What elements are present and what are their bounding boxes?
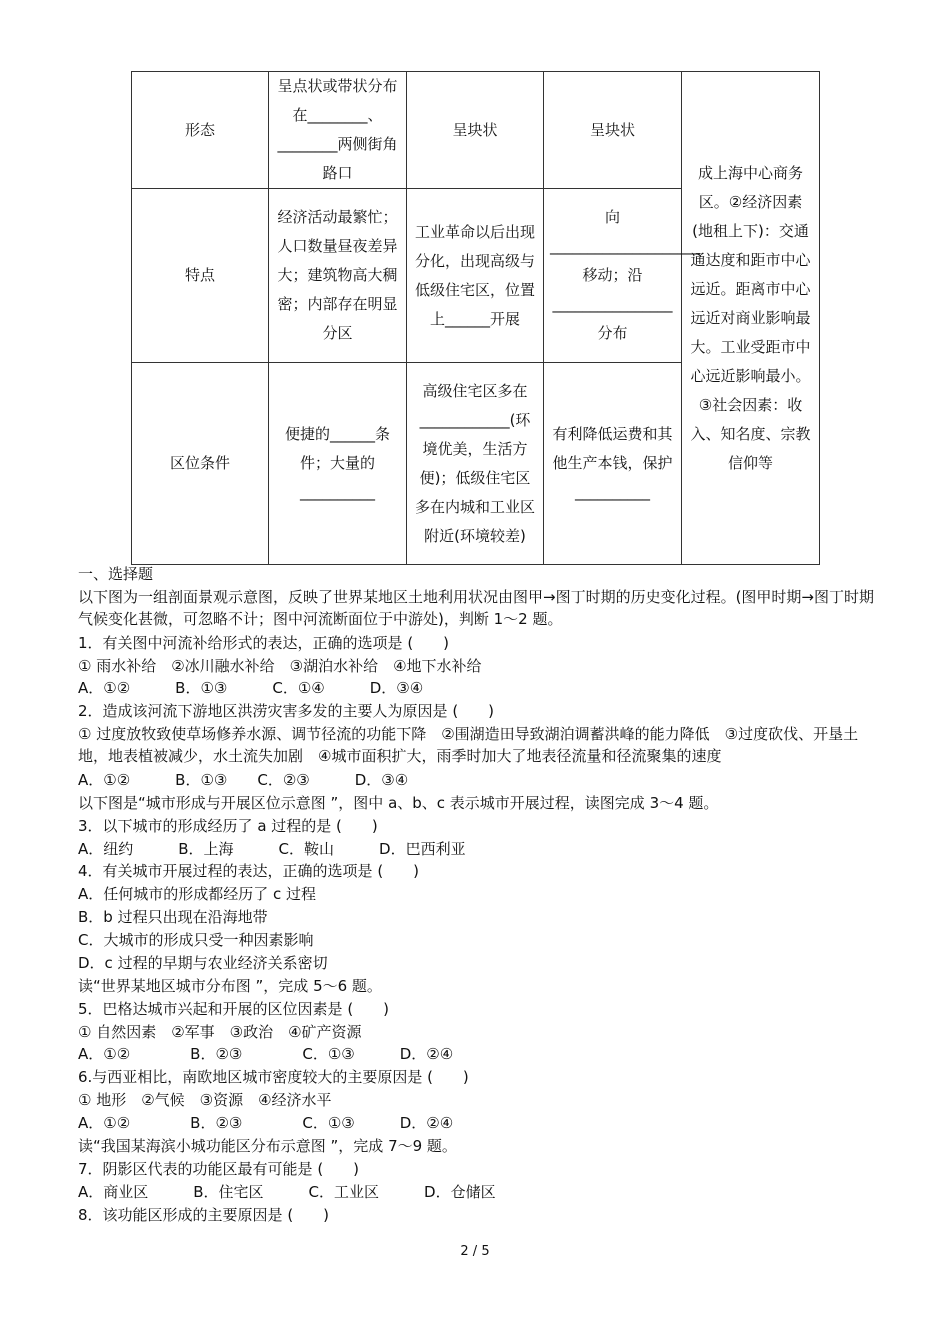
question-1: 1．有关图中河流补给形式的表达，正确的选项是 ( ) — [78, 634, 450, 652]
question-1-options: A．①② B．①③ C．①④ D．③④ — [78, 679, 424, 697]
question-5: 5．巴格达城市兴起和开展的区位因素是 ( ) — [78, 1000, 390, 1018]
question-intro: 读“世界某地区城市分布图 ”，完成 5～6 题。 — [78, 977, 382, 995]
industrial-location-cell: 有利降低运费和其他生产本钱，保护__________ — [544, 363, 682, 565]
industrial-feature-cell: 向____________________移动；沿________________分布 — [544, 189, 682, 363]
question-8: 8．该功能区形成的主要原因是 ( ) — [78, 1206, 330, 1224]
residential-location-cell: 高级住宅区多在____________(环境优美，生活方便)；低级住宅区多在内城和工业区附近(环境较差) — [407, 363, 544, 565]
question-2-items: ① 过度放牧致使草场修养水源、调节径流的功能下降 ②围湖造田导致湖泊调蓄洪峰的能力降低 ③过度砍伐、开垦土地，地表植被减少，水土流失加剧 ④城市面积扩大，雨季时加大了地表径流量和径流聚集的速度 — [78, 725, 859, 765]
question-2: 2．造成该河流下游地区洪涝灾害多发的主要人为原因是 ( ) — [78, 702, 495, 720]
question-intro: 以下图是“城市形成与开展区位示意图 ”，图中 a、b、c 表示城市开展过程，读图完成 3～4 题。 — [78, 794, 719, 812]
question-6-items: ① 地形 ②气候 ③资源 ④经济水平 — [78, 1091, 332, 1109]
section-heading: 一、选择题 — [78, 565, 154, 583]
land-use-table — [131, 71, 820, 565]
question-4: 4．有关城市开展过程的表达，正确的选项是 ( ) — [78, 862, 420, 880]
question-4-option-d: D．c 过程的早期与农业经济关系密切 — [78, 954, 328, 972]
row-label-feature: 特点 — [132, 189, 269, 363]
question-intro: 读“我国某海滨小城功能区分布示意图 ”，完成 7～9 题。 — [78, 1137, 457, 1155]
residential-form-cell: 呈块状 — [407, 72, 544, 189]
row-label-location: 区位条件 — [132, 363, 269, 565]
question-7-options: A．商业区 B．住宅区 C．工业区 D．仓储区 — [78, 1183, 496, 1201]
cbd-location-cell: 便捷的______条件；大量的__________ — [269, 363, 407, 565]
cbd-form-cell: 呈点状或带状分布在________、________两侧街角路口 — [269, 72, 407, 189]
industrial-form-cell: 呈块状 — [544, 72, 682, 189]
question-2-options: A．①② B．①③ C．②③ D．③④ — [78, 771, 409, 789]
residential-feature-cell: 工业革命以后出现分化，出现高级与低级住宅区，位置上______开展 — [407, 189, 544, 363]
question-6-options: A．①② B．②③ C．①③ D．②④ — [78, 1114, 454, 1132]
row-label-form: 形态 — [132, 72, 269, 189]
side-note-cell: 成上海中心商务区。②经济因素(地租上下)：交通通达度和距市中心远近。距离市中心远近对商业影响最大。工业受距市中心远近影响最小。③社会因素：收入、知名度、宗教信仰等 — [682, 72, 820, 565]
question-1-items: ① 雨水补给 ②冰川融水补给 ③湖泊水补给 ④地下水补给 — [78, 657, 482, 675]
question-5-items: ① 自然因素 ②军事 ③政治 ④矿产资源 — [78, 1023, 362, 1041]
question-5-options: A．①② B．②③ C．①③ D．②④ — [78, 1045, 454, 1063]
question-6: 6.与西亚相比，南欧地区城市密度较大的主要原因是 ( ) — [78, 1068, 469, 1086]
table-row — [132, 72, 820, 189]
question-intro: 以下图为一组剖面景观示意图，反映了世界某地区土地利用状况由图甲→图丁时期的历史变化过程。(图甲时期→图丁时期气候变化甚微，可忽略不计；图中河流断面位于中游处)，判断 1～2 题。 — [78, 588, 874, 628]
page-number: 2 / 5 — [460, 1244, 490, 1259]
question-3-options: A．纽约 B．上海 C．鞍山 D．巴西利亚 — [78, 840, 466, 858]
question-3: 3．以下城市的形成经历了 a 过程的是 ( ) — [78, 817, 378, 835]
question-4-option-c: C．大城市的形成只受一种因素影响 — [78, 931, 314, 949]
question-7: 7．阴影区代表的功能区最有可能是 ( ) — [78, 1160, 360, 1178]
cbd-feature-cell: 经济活动最繁忙；人口数量昼夜差异大；建筑物高大稠密；内部存在明显分区 — [269, 189, 407, 363]
question-4-option-a: A．任何城市的形成都经历了 c 过程 — [78, 885, 317, 903]
question-4-option-b: B．b 过程只出现在沿海地带 — [78, 908, 268, 926]
